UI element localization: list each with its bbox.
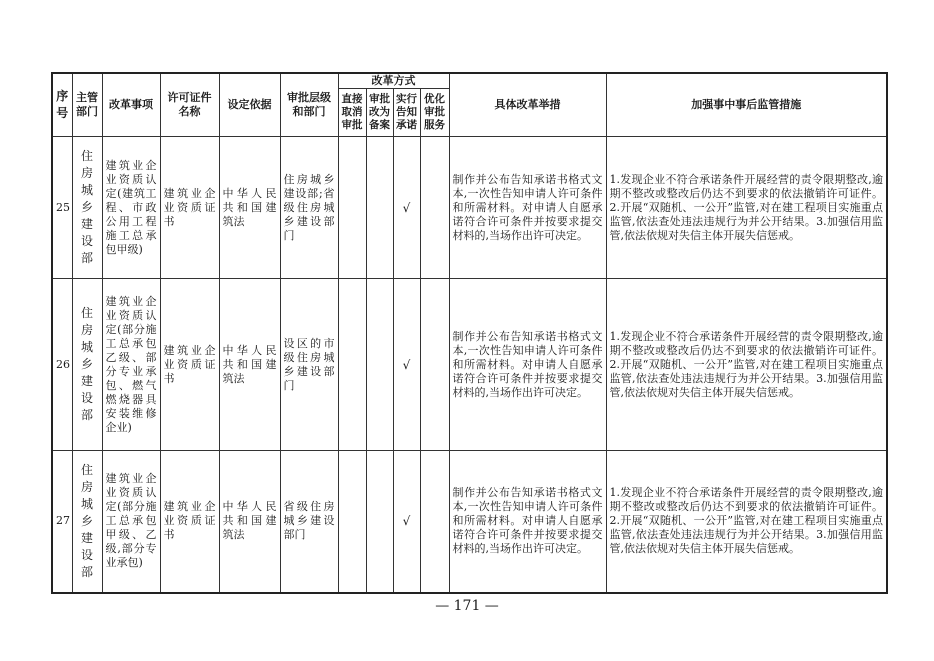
row-mode-cancel: [338, 451, 366, 593]
row-mode-commit: √: [393, 279, 420, 451]
table-row: [52, 137, 887, 279]
row-mode-commit: √: [393, 137, 420, 279]
row-measures: 制作并公布告知承诺书格式文本,一次性告知申请人许可条件和所需材料。对申请人自愿承诺符合许可条件并按要求提交材料的,当场作出许可决定。: [449, 137, 606, 279]
row-mode-filing: [366, 451, 393, 593]
header-mode-optimize: 优化审批服务: [420, 89, 449, 137]
row-index: 25: [52, 137, 72, 279]
row-mode-commit: √: [393, 451, 420, 593]
row-dept: 住房城乡建设部: [72, 279, 102, 451]
header-supervision: 加强事中事后监管措施: [606, 73, 887, 137]
header-mode-group: 改革方式: [338, 73, 449, 89]
header-dept: 主管部门: [72, 73, 102, 137]
header-measures: 具体改革举措: [449, 73, 606, 137]
row-dept: 住房城乡建设部: [72, 451, 102, 593]
row-item: 建筑业企业资质认定(建筑工程、市政公用工程施工总承包甲级): [102, 137, 160, 279]
row-level: 住房城乡建设部;省级住房城乡建设部门: [280, 137, 338, 279]
reform-table: [51, 72, 888, 594]
row-measures: 制作并公布告知承诺书格式文本,一次性告知申请人许可条件和所需材料。对申请人自愿承诺符合许可条件并按要求提交材料的,当场作出许可决定。: [449, 279, 606, 451]
row-mode-optimize: [420, 451, 449, 593]
row-license: 建筑业企业资质证书: [160, 279, 219, 451]
row-mode-filing: [366, 279, 393, 451]
row-measures: 制作并公布告知承诺书格式文本,一次性告知申请人许可条件和所需材料。对申请人自愿承诺符合许可条件并按要求提交材料的,当场作出许可决定。: [449, 451, 606, 593]
header-mode-cancel: 直接取消审批: [338, 89, 366, 137]
row-level: 省级住房城乡建设部门: [280, 451, 338, 593]
header-license: 许可证件名称: [160, 73, 219, 137]
row-dept: 住房城乡建设部: [72, 137, 102, 279]
table-row: [52, 279, 887, 451]
row-mode-cancel: [338, 137, 366, 279]
page-number: — 171 —: [435, 598, 499, 614]
header-row-top: [52, 73, 887, 89]
row-item: 建筑业企业资质认定(部分施工总承包乙级、部分专业承包、燃气燃烧器具安装维修企业): [102, 279, 160, 451]
row-item: 建筑业企业资质认定(部分施工总承包甲级、乙级,部分专业承包): [102, 451, 160, 593]
header-index: 序号: [52, 73, 72, 137]
row-basis: 中华人民共和国建筑法: [219, 451, 280, 593]
table-row: [52, 451, 887, 593]
header-item: 改革事项: [102, 73, 160, 137]
row-mode-optimize: [420, 137, 449, 279]
row-license: 建筑业企业资质证书: [160, 451, 219, 593]
row-index: 26: [52, 279, 72, 451]
header-level: 审批层级和部门: [280, 73, 338, 137]
header-mode-commit: 实行告知承诺: [393, 89, 420, 137]
row-supervision: 1.发现企业不符合承诺条件开展经营的责令限期整改,逾期不整改或整改后仍达不到要求的依法撤销许可证件。2.开展“双随机、一公开”监管,对在建工程项目实施重点监管,依法查处违法违规行为并公开结果。3.加强信用监管,依法依规对失信主体开展失信惩戒。: [606, 279, 887, 451]
row-supervision: 1.发现企业不符合承诺条件开展经营的责令限期整改,逾期不整改或整改后仍达不到要求的依法撤销许可证件。2.开展“双随机、一公开”监管,对在建工程项目实施重点监管,依法查处违法违规行为并公开结果。3.加强信用监管,依法依规对失信主体开展失信惩戒。: [606, 451, 887, 593]
row-mode-cancel: [338, 279, 366, 451]
header-basis: 设定依据: [219, 73, 280, 137]
row-supervision: 1.发现企业不符合承诺条件开展经营的责令限期整改,逾期不整改或整改后仍达不到要求的依法撤销许可证件。2.开展“双随机、一公开”监管,对在建工程项目实施重点监管,依法查处违法违规行为并公开结果。3.加强信用监管,依法依规对失信主体开展失信惩戒。: [606, 137, 887, 279]
row-index: 27: [52, 451, 72, 593]
row-mode-filing: [366, 137, 393, 279]
row-mode-optimize: [420, 279, 449, 451]
header-mode-filing: 审批改为备案: [366, 89, 393, 137]
row-level: 设区的市级住房城乡建设部门: [280, 279, 338, 451]
row-basis: 中华人民共和国建筑法: [219, 137, 280, 279]
row-license: 建筑业企业资质证书: [160, 137, 219, 279]
row-basis: 中华人民共和国建筑法: [219, 279, 280, 451]
